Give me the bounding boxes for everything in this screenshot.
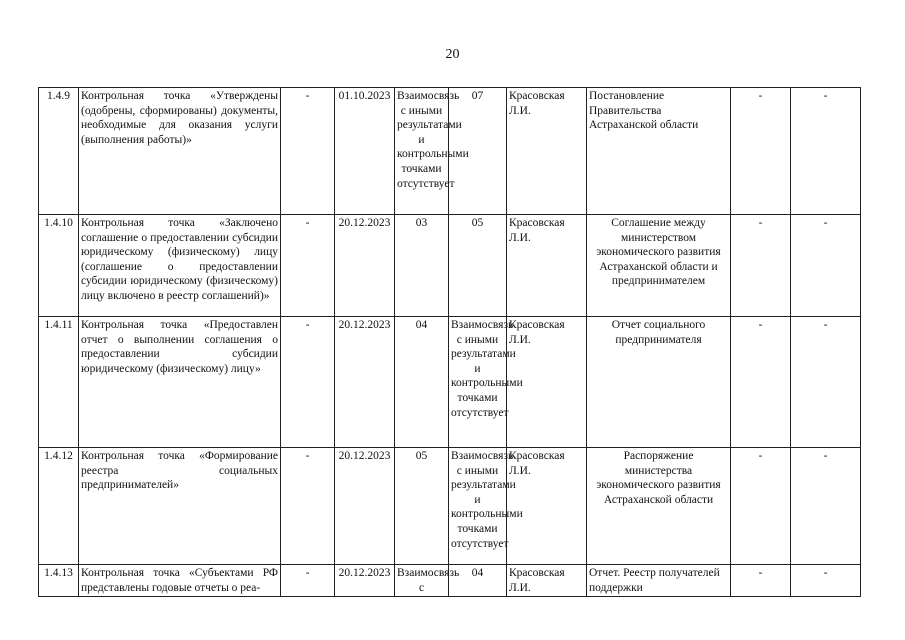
responsible-person: Красовская Л.И. — [507, 317, 587, 448]
deadline-date: 20.12.2023 — [335, 215, 395, 317]
control-point-name: Контрольная точка «Предоставлен отчет о выполнении соглашения о предоставлении субсидии юридическому (физическому) лицу» — [79, 317, 281, 448]
cell-dash: - — [791, 565, 861, 597]
relation-code: 04 — [395, 317, 449, 448]
row-number: 1.4.13 — [39, 565, 79, 597]
control-point-name: Контрольная точка «Субъектами РФ представлены годовые отчеты о реа- — [79, 565, 281, 597]
row-number: 1.4.12 — [39, 448, 79, 565]
relation-cell: Взаимосвязь с иными результатами и контрольными точками отсутствует — [395, 88, 449, 215]
relation-code: 05 — [449, 215, 507, 317]
deadline-date: 20.12.2023 — [335, 565, 395, 597]
cell-dash: - — [731, 565, 791, 597]
document-type: Соглашение между министерством экономического развития Астраханской области и предпринимателем — [587, 215, 731, 317]
responsible-person: Красовская Л.И. — [507, 565, 587, 597]
cell-dash: - — [791, 317, 861, 448]
table-row — [39, 565, 861, 597]
cell-dash: - — [791, 88, 861, 215]
document-type: Отчет. Реестр получателей поддержки — [587, 565, 731, 597]
relation-code: 04 — [449, 565, 507, 597]
cell-dash: - — [281, 448, 335, 565]
relation-code: 07 — [449, 88, 507, 215]
cell-dash: - — [791, 215, 861, 317]
table-row — [39, 88, 861, 215]
cell-dash: - — [281, 88, 335, 215]
cell-dash: - — [281, 215, 335, 317]
document-type: Постановление Правительства Астраханской области — [587, 88, 731, 215]
relation-cell: Взаимосвязь с иными результатами и контрольными точками отсутствует — [449, 448, 507, 565]
cell-dash: - — [281, 317, 335, 448]
cell-dash: - — [731, 88, 791, 215]
row-number: 1.4.10 — [39, 215, 79, 317]
deadline-date: 20.12.2023 — [335, 448, 395, 565]
row-number: 1.4.11 — [39, 317, 79, 448]
table-row — [39, 448, 861, 565]
cell-dash: - — [731, 448, 791, 565]
page-number: 20 — [445, 47, 460, 62]
deadline-date: 20.12.2023 — [335, 317, 395, 448]
control-point-name: Контрольная точка «Формирование реестра социальных предпринимателей» — [79, 448, 281, 565]
deadline-date: 01.10.2023 — [335, 88, 395, 215]
cell-dash: - — [791, 448, 861, 565]
table-row — [39, 317, 861, 448]
document-type: Отчет социального предпринимателя — [587, 317, 731, 448]
relation-cell: Взаимосвязь с — [395, 565, 449, 597]
relation-code: 05 — [395, 448, 449, 565]
relation-cell: Взаимосвязь с иными результатами и контрольными точками отсутствует — [449, 317, 507, 448]
control-point-name: Контрольная точка «Заключено соглашение о предоставлении субсидии юридическому (физическому) лицу (соглашение о предоставлении субсидии юридическому (физическому) лицу включено в реестр соглашений)» — [79, 215, 281, 317]
cell-dash: - — [281, 565, 335, 597]
cell-dash: - — [731, 317, 791, 448]
control-points-table — [38, 87, 861, 597]
row-number: 1.4.9 — [39, 88, 79, 215]
document-type: Распоряжение министерства экономического развития Астраханской области — [587, 448, 731, 565]
responsible-person: Красовская Л.И. — [507, 88, 587, 215]
table-row — [39, 215, 861, 317]
cell-dash: - — [731, 215, 791, 317]
control-point-name: Контрольная точка «Утверждены (одобрены, сформированы) документы, необходимые для оказания услуги (выполнения работы)» — [79, 88, 281, 215]
responsible-person: Красовская Л.И. — [507, 215, 587, 317]
relation-code: 03 — [395, 215, 449, 317]
responsible-person: Красовская Л.И. — [507, 448, 587, 565]
